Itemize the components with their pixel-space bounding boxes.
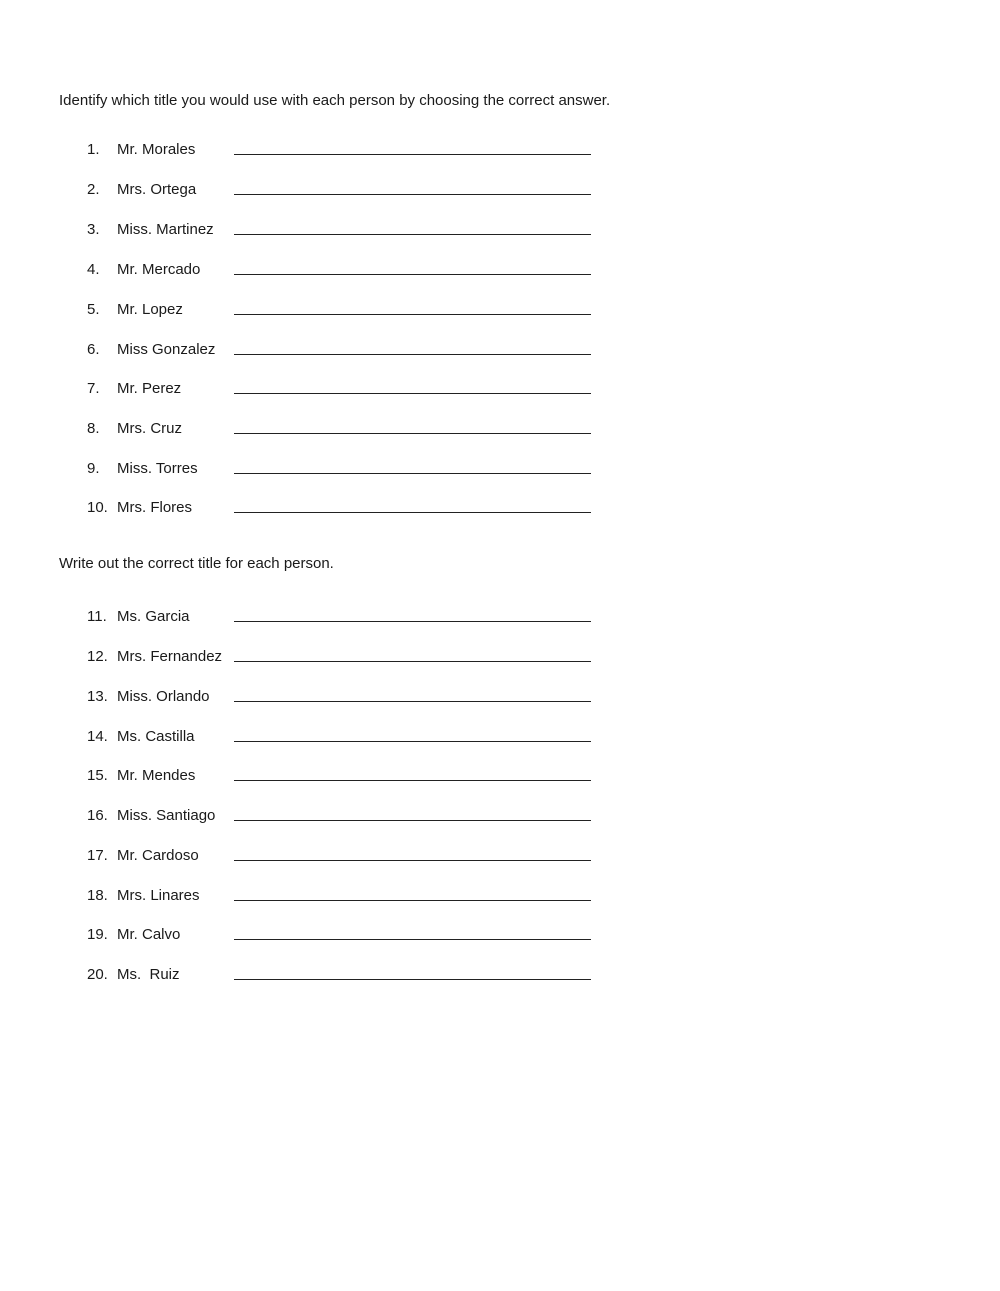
answer-blank[interactable]	[234, 180, 591, 195]
item-name: Miss. Orlando	[117, 688, 210, 705]
item-name: Miss. Torres	[117, 460, 198, 477]
answer-blank[interactable]	[234, 498, 591, 513]
answer-blank[interactable]	[234, 965, 591, 980]
item-number: 12.	[87, 648, 108, 665]
list-item	[0, 607, 1000, 627]
item-name: Miss. Santiago	[117, 807, 216, 824]
answer-blank[interactable]	[234, 260, 591, 275]
item-name: Ms. Castilla	[117, 728, 195, 745]
list-item	[0, 498, 1000, 518]
list-item	[0, 340, 1000, 360]
list-item	[0, 300, 1000, 320]
item-name: Ms. Ruiz	[117, 966, 180, 983]
list-item	[0, 180, 1000, 200]
answer-blank[interactable]	[234, 846, 591, 861]
answer-blank[interactable]	[234, 766, 591, 781]
answer-blank[interactable]	[234, 727, 591, 742]
item-number: 15.	[87, 767, 108, 784]
item-name: Miss. Martinez	[117, 221, 214, 238]
item-number: 14.	[87, 728, 108, 745]
item-number: 17.	[87, 847, 108, 864]
answer-blank[interactable]	[234, 607, 591, 622]
item-number: 11.	[87, 608, 107, 625]
item-number: 18.	[87, 887, 108, 904]
item-name: Mr. Morales	[117, 141, 196, 158]
item-name: Mr. Calvo	[117, 926, 181, 943]
item-number: 19.	[87, 926, 108, 943]
item-number: 4.	[87, 261, 100, 278]
list-item	[0, 965, 1000, 985]
list-item	[0, 140, 1000, 160]
item-name: Miss Gonzalez	[117, 341, 216, 358]
item-number: 16.	[87, 807, 108, 824]
item-name: Mrs. Flores	[117, 499, 192, 516]
list-item	[0, 459, 1000, 479]
answer-blank[interactable]	[234, 647, 591, 662]
item-number: 3.	[87, 221, 100, 238]
item-name: Mrs. Linares	[117, 887, 200, 904]
item-number: 8.	[87, 420, 100, 437]
item-name: Mr. Mendes	[117, 767, 196, 784]
list-item	[0, 687, 1000, 707]
answer-blank[interactable]	[234, 300, 591, 315]
list-item	[0, 647, 1000, 667]
answer-blank[interactable]	[234, 886, 591, 901]
list-item	[0, 806, 1000, 826]
list-item	[0, 260, 1000, 280]
list-item	[0, 379, 1000, 399]
item-number: 7.	[87, 380, 100, 397]
answer-blank[interactable]	[234, 459, 591, 474]
item-number: 6.	[87, 341, 100, 358]
list-item	[0, 886, 1000, 906]
item-name: Mr. Mercado	[117, 261, 201, 278]
section1-instruction: Identify which title you would use with each person by choosing the correct answer.	[59, 92, 611, 109]
answer-blank[interactable]	[234, 220, 591, 235]
item-name: Mrs. Ortega	[117, 181, 197, 198]
answer-blank[interactable]	[234, 140, 591, 155]
answer-blank[interactable]	[234, 806, 591, 821]
list-item	[0, 766, 1000, 786]
item-number: 20.	[87, 966, 108, 983]
answer-blank[interactable]	[234, 379, 591, 394]
item-number: 9.	[87, 460, 100, 477]
item-name: Mrs. Cruz	[117, 420, 182, 437]
list-item	[0, 220, 1000, 240]
answer-blank[interactable]	[234, 925, 591, 940]
answer-blank[interactable]	[234, 340, 591, 355]
item-name: Mr. Cardoso	[117, 847, 199, 864]
answer-blank[interactable]	[234, 687, 591, 702]
section2-instruction: Write out the correct title for each person.	[59, 555, 334, 572]
item-name: Mr. Lopez	[117, 301, 183, 318]
item-name: Mrs. Fernandez	[117, 648, 223, 665]
answer-blank[interactable]	[234, 419, 591, 434]
list-item	[0, 846, 1000, 866]
item-number: 5.	[87, 301, 100, 318]
list-item	[0, 925, 1000, 945]
item-number: 10.	[87, 499, 108, 516]
list-item	[0, 419, 1000, 439]
list-item	[0, 727, 1000, 747]
item-number: 13.	[87, 688, 108, 705]
item-name: Mr. Perez	[117, 380, 182, 397]
item-number: 1.	[87, 141, 100, 158]
item-number: 2.	[87, 181, 100, 198]
item-name: Ms. Garcia	[117, 608, 190, 625]
